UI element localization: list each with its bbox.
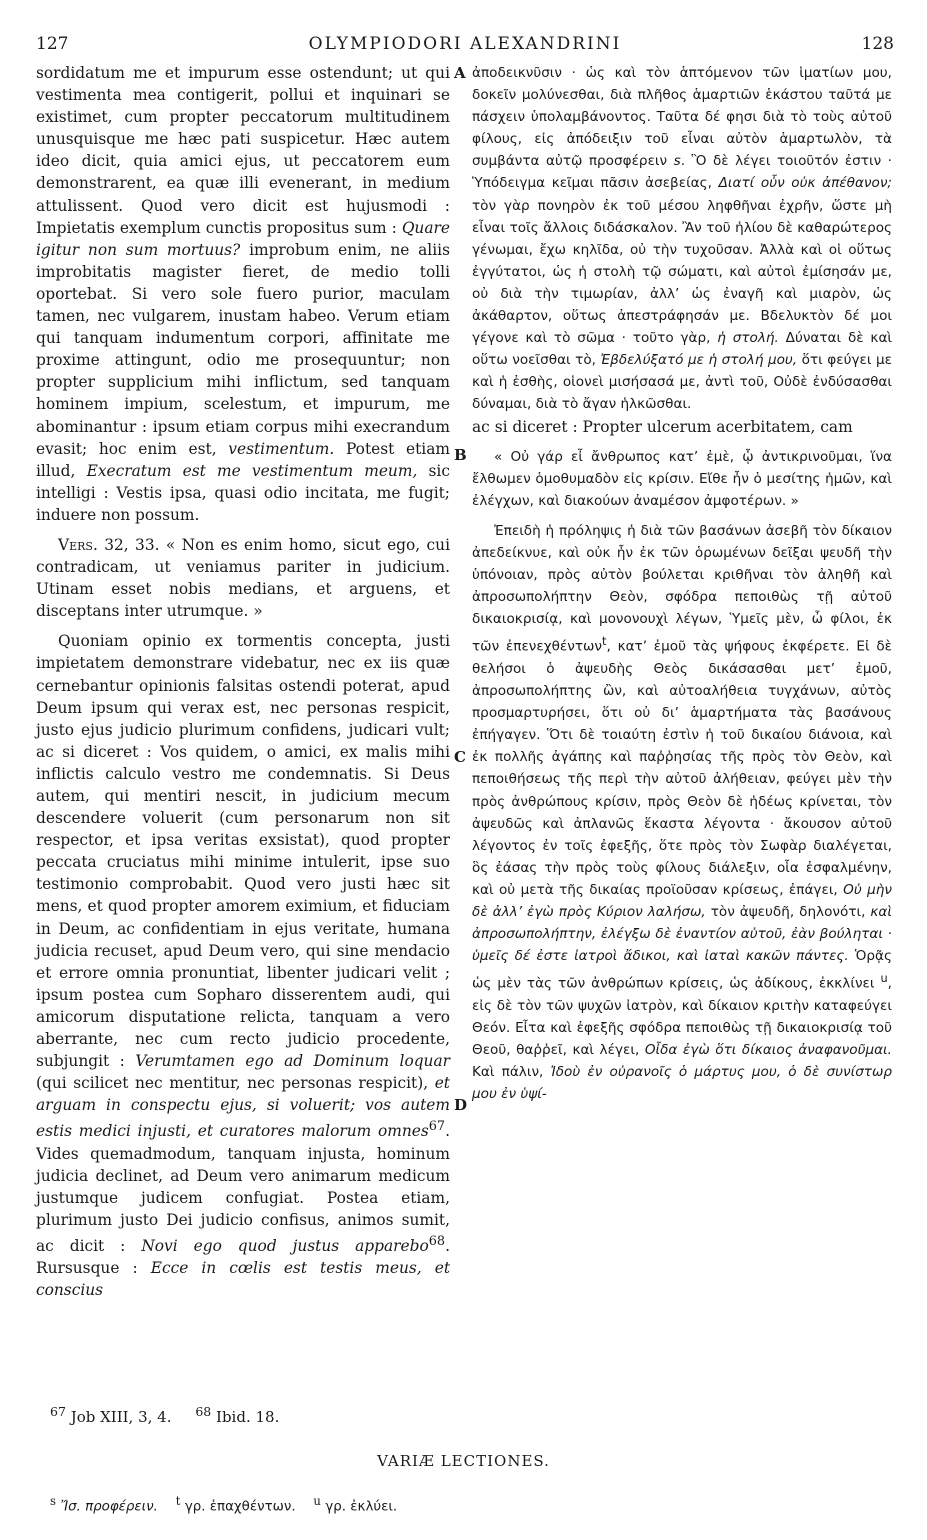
footnote-ref-67: 67	[428, 1119, 446, 1135]
variant-text-s: Ἴσ. προφέρειν.	[60, 1499, 158, 1515]
greek-paragraph-1: ἀποδεικνῦσιν · ὡς καὶ τὸν ἁπτόμενον τῶν ἱματίων μου, δοκεῖν μολύνεσθαι, διὰ πλῆθος ἁμαρτιῶν ἑκάστου ταῦτά με πάσχειν ὑπολαμβάνοντος. Ταῦτα δέ φησι διὰ τὸ τοὺς αὐτοῦ φίλους, εἰς ἀπόδειξιν τοῦ εἶναι αὐτὸν ἁμαρτωλὸν, τὰ συμβάντα αὐτῷ προσφέρειν s. Ὃ δὲ λέγει τοιοῦτόν ἐστιν · Ὑπόδειγμα κεῖμαι πᾶσιν ἀσεβείας, Διατί οὖν οὐκ ἀπέθανον; τὸν γὰρ πονηρὸν ἐκ τοῦ μέσου ληφθῆναι ἐχρῆν, ὥστε μὴ εἶναι τοῖς ἄλλοις διδάσκαλον. Ἂν τοῦ ἡλίου δὲ καθαρώτερος γένωμαι, ἔχω κηλῖδα, οὐ τὴν τυχοῦσαν. Ἀλλὰ καὶ οἱ οὕτως ἐγγύτατοι, ὡς ἡ στολὴ τῷ σώματι, καὶ αὐτοὶ ἐμίσησάν με, οὐ διὰ τὴν τιμωρίαν, ἀλλ’ ὡς ἐναγῆ καὶ μιαρὸν, ὡς ἀκάθαρτον, οὕτως ἀπεστράφησάν με. Βδελυκτὸν δέ μοι γέγονε καὶ τὸ σῶμα · τοῦτο γὰρ, ἡ στολή. Δύναται δὲ καὶ οὕτω νοεῖσθαι τὸ, Ἐβδελύξατό με ἡ στολή μου, ὅτι φεύγει με καὶ ἡ ἐσθὴς, οἱονεὶ μισήσασά με, ἀντὶ τοῦ, Οὐδὲ ἐνδύσασθαι δύναμαι, διὰ τὸ ἄγαν ἡλκῶσθαι.	[472, 65, 892, 413]
variae-lectiones	[50, 1494, 397, 1515]
greek-column	[472, 62, 892, 1105]
section-marker-d: D	[454, 1096, 468, 1114]
variant-ref-t: t	[602, 634, 607, 649]
footnotes	[50, 1404, 279, 1426]
variant-text-t: γρ. ἐπαχθέντων.	[184, 1499, 296, 1515]
running-header	[36, 34, 894, 58]
footnote-num-68: 68	[195, 1404, 212, 1419]
section-marker-c: C	[454, 748, 466, 766]
page-number-right: 128	[861, 34, 894, 54]
latin-paragraph-2: Quoniam opinio ex tormentis concepta, justi impietatem demonstrare videbatur, nec ex iis quæ cernebantur opinionis falsitas ostendi poterat, apud Deum ipsum qui verax est, nec personas respicit, justo ejus judicio plurimum confidens, judicari vult; ac si diceret : Vos quidem, o amici, ex malis mihi inflictis calculo vestro me condemnatis. Si Deus autem, qui mentiri nescit, in judicium mecum descendere voluerit (cum personarum non sit respector, et ipsa veritas exsistat), quod propter peccata cruciatus mihi minime intulerit, ipse suo testimonio comprobabit. Quod vero justi hæc sit mens, et quod propter amorem eximium, et fiduciam in Deum, ac confidentiam in ejus veritate, humana judicia recuset, apud Deum vero, qui sine mendacio et errore omnia pronuntiat, libenter judicari velit ; ipsum postea cum Sopharo disserentem audi, qui amicorum disputatione relicta, tanquam a vero aberrante, nec cum recto judicio procedente, subjungit : Verumtamen ego ad Dominum loquar (qui scilicet nec mentitur, nec personas respicit), et arguam in conspectu ejus, si voluerit; vos autem estis medici injusti, et curatores malorum omnes$^{67}$. Vides quemadmodum, tanquam injusta, hominum judicia declinet, ad Deum vero animarum medicum justumque judicem confugiat. Postea etiam, plurimum justo Dei judicio confisus, animos sumit, ac dicit : Novi ego quod justus apparebo$^{68}$. Rursusque : Ecce in cœlis est testis meus, et conscius	[36, 632, 451, 1300]
footnote-num-67: 67	[50, 1404, 66, 1419]
verse-label: Vers. 32, 33.	[58, 535, 160, 554]
variant-mark-s: s	[50, 1494, 56, 1508]
section-marker-b: B	[454, 446, 467, 464]
greek-paragraph-2: Ἐπειδὴ ἡ πρόληψις ἡ διὰ τῶν βασάνων ἀσεβῆ τὸν δίκαιον ἀπεδείκνυε, καὶ οὐκ ἦν ἐκ τῶν ὁρωμένων δεῖξαι ψευδῆ τὴν ὑπόνοιαν, πρὸς αὐτὸν βούλεται κριθῆναι τὸν ἀληθῆ καὶ ἀπροσωπολήπτην Θεὸν, σφόδρα πεποιθὼς τῇ αὐτοῦ δικαιοκρισίᾳ, καὶ μονονουχὶ λέγων, Ὑμεῖς μὲν, ὦ φίλοι, ἐκ τῶν ἐπενεχθέντων$^t$, κατ’ ἐμοῦ τὰς ψήφους ἐκφέρετε. Εἰ δὲ θελήσοι ὁ ἀψευδὴς Θεὸς δικάσασθαι μετ’ ἐμοῦ, ἀπροσωπολήπτης ὢν, καὶ αὐτοαλήθεια τυγχάνων, αὐτὸς προσμαρτυρήσει, ὅτι οὐ δι’ ἁμαρτήματα τὰς βασάνους ἐπήγαγεν. Ὅτι δὲ τοιαύτη ἐστὶν ἡ τοῦ δικαίου διάνοια, καὶ ἐκ πολλῆς ἀγάπης καὶ παῤῥησίας τῆς πρὸς τὸν Θεὸν, καὶ πεποιθήσεως τῆς περὶ τὴν αὐτοῦ ἀλήθειαν, φεύγει μὲν τὴν πρὸς ἀνθρώπους κρίσιν, πρὸς Θεὸν δὲ ἡδέως κρίνεται, τὸν ἀψευδῶς καὶ ἀπλανῶς ἕκαστα λέγοντα · ἄκουσον αὐτοῦ λέγοντος ἐν τοῖς ἐφεξῆς, ὅτε πρὸς τὸν Σωφὰρ διαλέγεται, ὃς ἐάσας τὴν πρὸς τοὺς φίλους διάλεξιν, οἷα ἐσφαλμένην, καὶ οὐ μετὰ τῆς δικαίας προϊοῦσαν κρίσεως, ἐπάγει, Οὐ μὴν δὲ ἀλλ’ ἐγὼ πρὸς Κύριον λαλήσω, τὸν ἀψευδῆ, δηλονότι, καὶ ἀπροσωπολήπτην, ἐλέγξω δὲ ἐναντίον αὐτοῦ, ἐὰν βούληται · ὑμεῖς δέ ἐστε ἰατροὶ ἄδικοι, καὶ ἰαταὶ κακῶν πάντες. Ὁρᾷς ὡς μὲν τὰς τῶν ἀνθρώπων κρίσεις, ὡς ἀδίκους, ἐκκλίνει $^u$, εἰς δὲ τὸν τῶν ψυχῶν ἰατρὸν, καὶ δίκαιον κριτὴν καταφεύγει Θεόν. Εἶτα καὶ ἐφεξῆς σφόδρα πεποιθὼς τῇ δικαιοκρισίᾳ τοῦ Θεοῦ, θαῤῥεῖ, καὶ λέγει, Οἶδα ἐγὼ ὅτι δίκαιος ἀναφανοῦμαι. Καὶ πάλιν, Ἰδοὺ ἐν οὐρανοῖς ὁ μάρτυς μου, ὁ δὲ συνίστωρ μου ἐν ὑψί-	[472, 522, 893, 1103]
variant-text-u: γρ. ἐκλύει.	[325, 1499, 398, 1515]
footnote-text-67: Job XIII, 3, 4.	[70, 1408, 172, 1426]
footnote-text-68: Ibid. 18.	[216, 1408, 280, 1426]
latin-verse-quote: Vers. 32, 33. « Non es enim homo, sicut ego, cui contradicam, ut veniamus pariter in judicium. Utinam esset nobis medians, et arguens, et disceptans inter utrumque. »	[36, 535, 450, 621]
running-title: OLYMPIODORI ALEXANDRINI	[308, 34, 622, 54]
page-number-left: 127	[36, 34, 69, 54]
variant-mark-u: u	[313, 1494, 321, 1508]
latin-column	[36, 62, 450, 1301]
latin-paragraph-1: sordidatum me et impurum esse ostendunt; ut qui vestimenta mea contigerit, pollui et inquinari se existimet, cum propter peccatorum multitudinem unusquisque me hæc pati suspicetur. Hæc autem ideo dicit, quia amici ejus, ut peccatorem eum demonstrarent, ea quæ illi evenerant, in medium attulissent. Quod vero dicit est hujusmodi : Impietatis exemplum cunctis propositus sum : Quare igitur non sum mortuus? improbum enim, ne aliis improbitatis magister fieret, de medio tolli oportebat. Si vero sole fuero purior, maculam tamen, nec vulgarem, inustam habeo. Verum etiam qui tanquam indumentum corpori, affinitate me proxime attingunt, odio me prosequuntur; non propter supplicium mihi inflictum, sed tanquam hominem impium, scelestum, et impurum, me abominantur : ipsum etiam corpus mihi execrandum evasit; hoc enim est, vestimentum. Potest etiam illud, Execratum est me vestimentum meum, sic intelligi : Vestis ipsa, quasi odio incitata, me fugit; induere non possum.	[36, 64, 450, 524]
section-marker-a: A	[454, 64, 466, 82]
variant-mark-t: t	[175, 1494, 181, 1508]
variant-ref-u: u	[880, 971, 888, 986]
variae-lectiones-title: VARIÆ LECTIONES.	[377, 1452, 550, 1470]
greek-verse-quote: « Οὐ γάρ εἶ ἄνθρωπος κατ’ ἐμὲ, ᾧ ἀντικρινοῦμαι, ἵνα ἔλθωμεν ὁμοθυμαδὸν εἰς κρίσιν. Εἴθε ἦν ὁ μεσίτης ἡμῶν, καὶ ἐλέγχων, καὶ διακούων ἀναμέσον ἀμφοτέρων. »	[472, 448, 892, 509]
latin-continuation-line: ac si diceret : Propter ulcerum acerbitatem, cam	[472, 417, 853, 436]
footnote-ref-68: 68	[428, 1234, 446, 1249]
